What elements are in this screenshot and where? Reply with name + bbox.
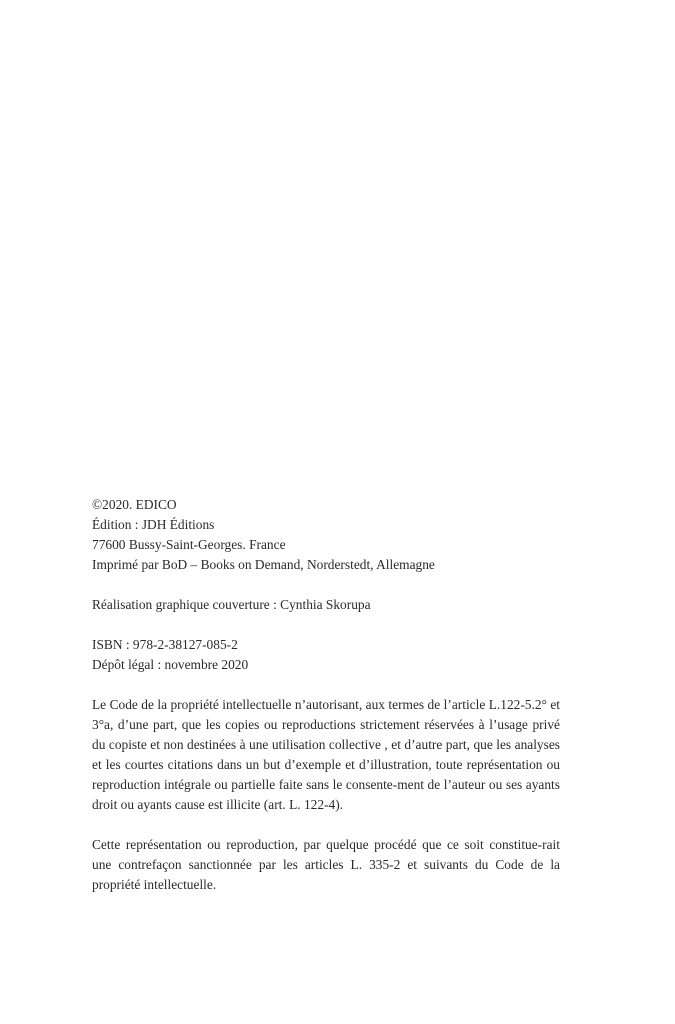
spacer bbox=[92, 575, 560, 595]
legal-deposit-line: Dépôt légal : novembre 2020 bbox=[92, 657, 249, 672]
identifiers bbox=[92, 635, 560, 675]
spacer bbox=[92, 615, 560, 635]
copyright-line: ©2020. EDICO bbox=[92, 497, 177, 512]
cover-credit-line: Réalisation graphique couverture : Cynthia Skorupa bbox=[92, 597, 371, 612]
legal-notice-paragraph: Le Code de la propriété intellectuelle n’autorisant, aux termes de l’article L.122-5.2° et 3°a, d’une part, que les copies ou reproductions strictement réservées à l’usage privé du copiste et non destinées à une utilisation collective , et d’autre part, que les analyses et les courtes citations dans un but d’exemple et d’illustration, toute représentation ou reproduction intégrale ou partielle faite sans le consente-ment de l’auteur ou ses ayants droit ou ayants cause est illicite (art. L. 122-4). bbox=[92, 697, 560, 812]
edition-line: Édition : JDH Éditions bbox=[92, 517, 215, 532]
isbn-line: ISBN : 978-2-38127-085-2 bbox=[92, 637, 238, 652]
publisher-info bbox=[92, 495, 560, 575]
spacer bbox=[92, 675, 560, 695]
spacer bbox=[92, 815, 560, 835]
printer-line: Imprimé par BoD – Books on Demand, Norderstedt, Allemagne bbox=[92, 557, 435, 572]
counterfeit-notice-paragraph: Cette représentation ou reproduction, par quelque procédé que ce soit constitue-rait une contrefaçon sanctionnée par les articles L. 335-2 et suivants du Code de la propriété intellectuelle. bbox=[92, 837, 560, 892]
copyright-page bbox=[92, 495, 560, 895]
address-line: 77600 Bussy-Saint-Georges. France bbox=[92, 537, 286, 552]
cover-credit bbox=[92, 595, 560, 615]
